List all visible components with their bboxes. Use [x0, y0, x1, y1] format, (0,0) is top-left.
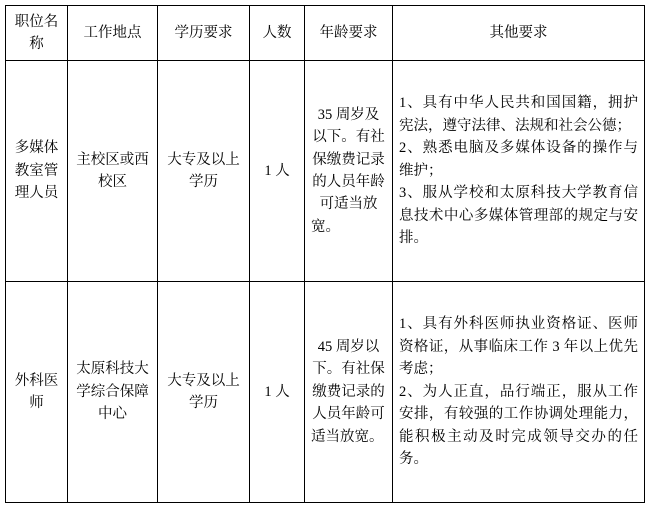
header-location: 工作地点: [68, 6, 158, 61]
other-line: 1、具有外科医师执业资格证、医师资格证，从事临床工作 3 年以上优先考虑；: [399, 316, 638, 378]
table-row: [6, 61, 645, 282]
cell-other: [393, 61, 645, 282]
cell-count: 1 人: [250, 282, 305, 503]
cell-count: 1 人: [250, 61, 305, 282]
header-position: 职位名称: [6, 6, 68, 61]
header-other: 其他要求: [393, 6, 645, 61]
header-education: 学历要求: [158, 6, 250, 61]
header-count: 人数: [250, 6, 305, 61]
cell-position: 多媒体教室管理人员: [6, 61, 68, 282]
other-line: 1、具有中华人民共和国国籍，拥护宪法，遵守法律、法规和社会公德；: [399, 95, 638, 134]
cell-age: 45 周岁以下。有社保缴费记录的人员年龄可适当放宽。: [305, 282, 393, 503]
other-line: 3、服从学校和太原科技大学教育信息技术中心多媒体管理部的规定与安排。: [399, 185, 638, 247]
header-age: 年龄要求: [305, 6, 393, 61]
job-requirements-table: [5, 5, 645, 503]
cell-position: 外科医师: [6, 282, 68, 503]
cell-location: 主校区或西校区: [68, 61, 158, 282]
cell-other: [393, 282, 645, 503]
cell-education: 大专及以上学历: [158, 61, 250, 282]
table-row: [6, 282, 645, 503]
cell-location: 太原科技大学综合保障中心: [68, 282, 158, 503]
cell-education: 大专及以上学历: [158, 282, 250, 503]
other-line: 2、熟悉电脑及多媒体设备的操作与维护；: [399, 140, 638, 179]
cell-age: 35 周岁及以下。有社保缴费记录的人员年龄可适当放宽。: [305, 61, 393, 282]
table-body: [6, 61, 645, 503]
table-header-row: [6, 6, 645, 61]
other-line: 2、为人正直，品行端正，服从工作安排，有较强的工作协调处理能力，能积极主动及时完成领导交办的任务。: [399, 383, 638, 468]
table-header: [6, 6, 645, 61]
